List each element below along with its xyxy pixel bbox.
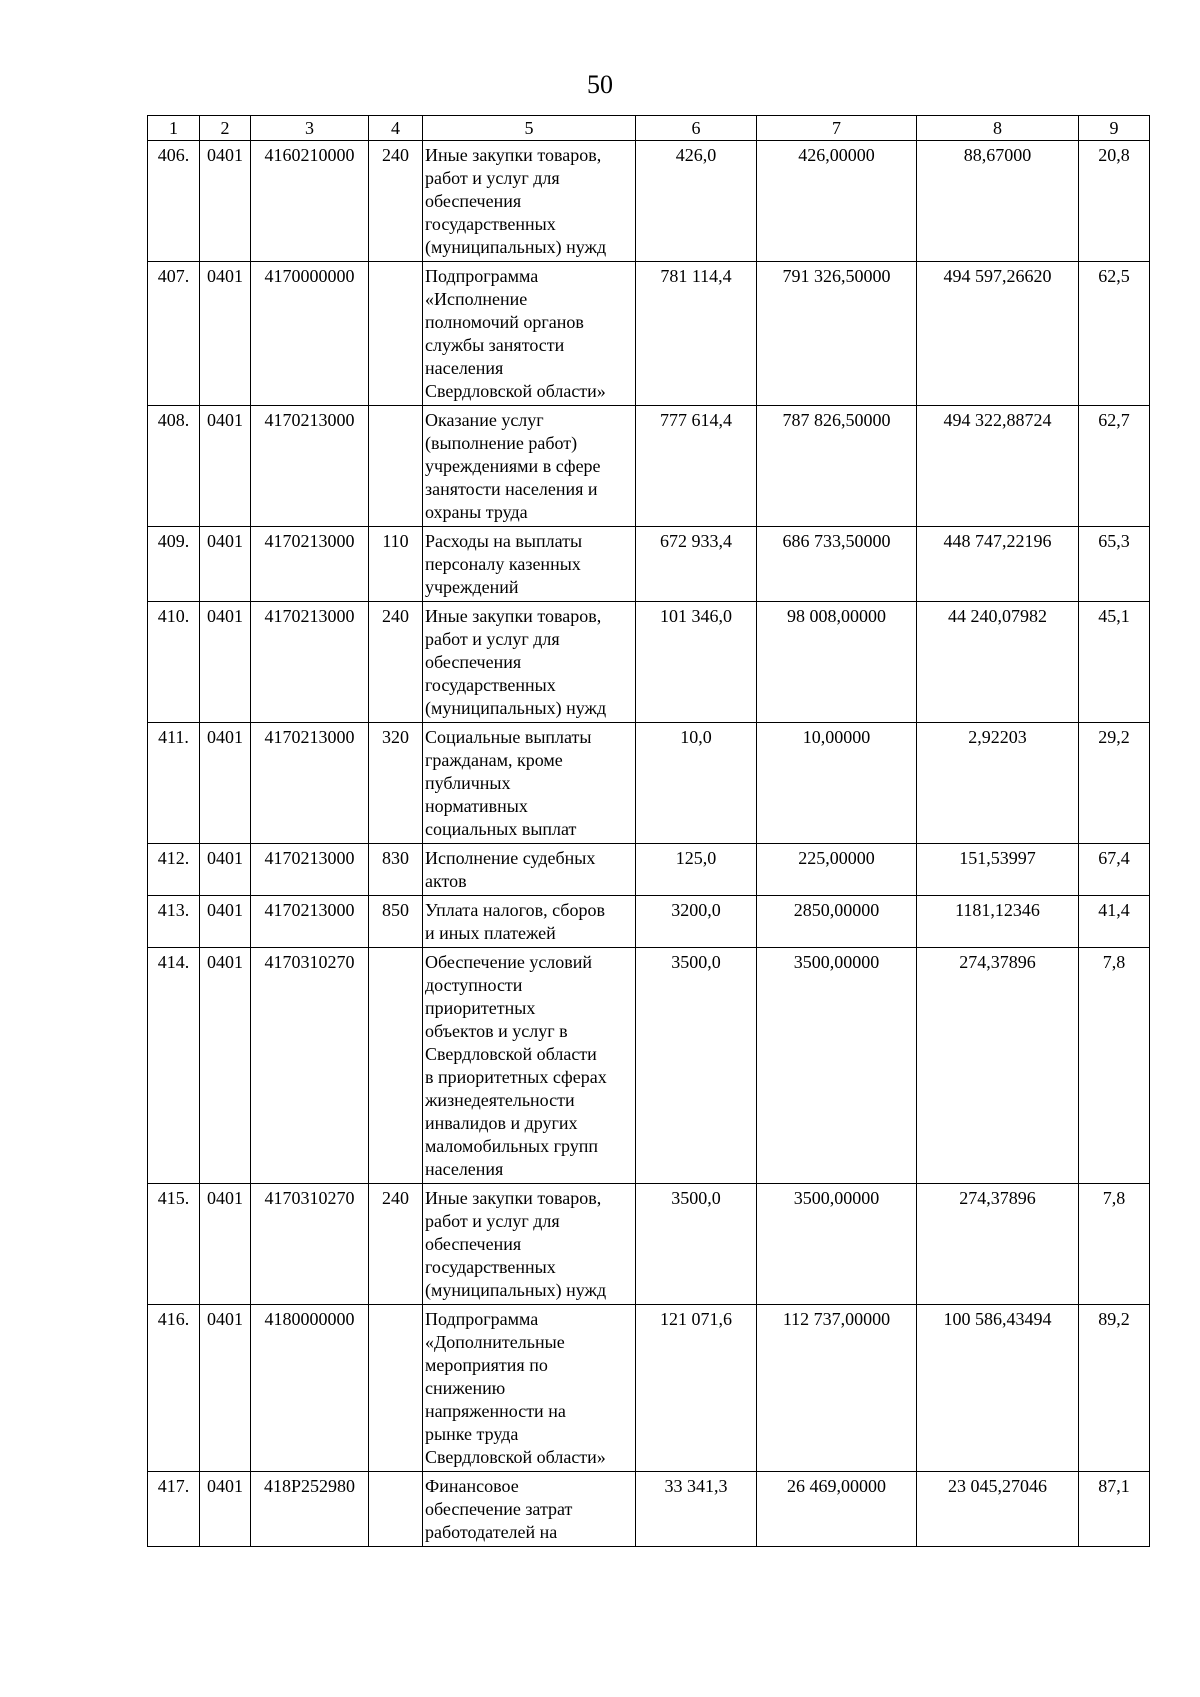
percent-cell: 20,8 xyxy=(1079,141,1150,262)
description-line: Финансовое xyxy=(425,1476,519,1496)
executed-amount-cell: 274,37896 xyxy=(917,948,1079,1184)
target-code-cell: 4170213000 xyxy=(251,602,369,723)
description-cell xyxy=(423,1472,636,1547)
description-line: маломобильных групп xyxy=(425,1136,599,1156)
row-number-cell: 416. xyxy=(148,1305,200,1472)
refined-amount-cell: 10,00000 xyxy=(757,723,917,844)
section-code-cell: 0401 xyxy=(200,262,251,406)
row-number-cell: 417. xyxy=(148,1472,200,1547)
expense-type-cell: 830 xyxy=(369,844,423,896)
row-number-cell: 414. xyxy=(148,948,200,1184)
section-code-cell: 0401 xyxy=(200,1472,251,1547)
percent-cell: 62,7 xyxy=(1079,406,1150,527)
expense-type-cell xyxy=(369,406,423,527)
executed-amount-cell: 151,53997 xyxy=(917,844,1079,896)
percent-cell: 45,1 xyxy=(1079,602,1150,723)
description-line: (муниципальных) нужд xyxy=(425,698,607,718)
target-code-cell: 4170213000 xyxy=(251,844,369,896)
description-cell xyxy=(423,896,636,948)
target-code-cell: 4170213000 xyxy=(251,527,369,602)
row-number-cell: 406. xyxy=(148,141,200,262)
description-line: учреждениями в сфере xyxy=(425,456,601,476)
header-row xyxy=(148,116,1150,141)
row-number-cell: 409. xyxy=(148,527,200,602)
expense-type-cell xyxy=(369,262,423,406)
percent-cell: 89,2 xyxy=(1079,1305,1150,1472)
plan-amount-cell: 10,0 xyxy=(636,723,757,844)
refined-amount-cell: 3500,00000 xyxy=(757,1184,917,1305)
executed-amount-cell: 44 240,07982 xyxy=(917,602,1079,723)
description-line: инвалидов и других xyxy=(425,1113,578,1133)
description-line: государственных xyxy=(425,1257,556,1277)
refined-amount-cell: 787 826,50000 xyxy=(757,406,917,527)
description-line: охраны труда xyxy=(425,502,528,522)
description-line: Социальные выплаты xyxy=(425,727,592,747)
description-line: Иные закупки товаров, xyxy=(425,1188,602,1208)
description-line: Исполнение судебных xyxy=(425,848,596,868)
plan-amount-cell: 33 341,3 xyxy=(636,1472,757,1547)
description-line: персоналу казенных xyxy=(425,554,581,574)
description-line: Свердловской области» xyxy=(425,1447,606,1467)
table-row xyxy=(148,723,1150,844)
executed-amount-cell: 23 045,27046 xyxy=(917,1472,1079,1547)
section-code-cell: 0401 xyxy=(200,948,251,1184)
description-line: государственных xyxy=(425,675,556,695)
percent-cell: 67,4 xyxy=(1079,844,1150,896)
section-code-cell: 0401 xyxy=(200,406,251,527)
plan-amount-cell: 426,0 xyxy=(636,141,757,262)
executed-amount-cell: 494 322,88724 xyxy=(917,406,1079,527)
target-code-cell: 4170213000 xyxy=(251,896,369,948)
description-cell xyxy=(423,844,636,896)
row-number-cell: 415. xyxy=(148,1184,200,1305)
row-number-cell: 408. xyxy=(148,406,200,527)
description-line: гражданам, кроме xyxy=(425,750,563,770)
table-row xyxy=(148,896,1150,948)
expense-type-cell: 240 xyxy=(369,141,423,262)
description-line: учреждений xyxy=(425,577,519,597)
description-line: жизнедеятельности xyxy=(425,1090,575,1110)
table-row xyxy=(148,1184,1150,1305)
description-line: и иных платежей xyxy=(425,923,556,943)
description-line: актов xyxy=(425,871,467,891)
expense-type-cell: 240 xyxy=(369,602,423,723)
description-cell xyxy=(423,602,636,723)
executed-amount-cell: 100 586,43494 xyxy=(917,1305,1079,1472)
table-row xyxy=(148,406,1150,527)
description-line: напряженности на xyxy=(425,1401,566,1421)
refined-amount-cell: 3500,00000 xyxy=(757,948,917,1184)
page-number: 50 xyxy=(587,70,613,99)
column-header: 4 xyxy=(369,116,423,141)
description-line: Иные закупки товаров, xyxy=(425,606,602,626)
description-line: населения xyxy=(425,1159,504,1179)
refined-amount-cell: 26 469,00000 xyxy=(757,1472,917,1547)
table-row xyxy=(148,141,1150,262)
description-line: рынке труда xyxy=(425,1424,519,1444)
target-code-cell: 4170213000 xyxy=(251,406,369,527)
description-line: Уплата налогов, сборов xyxy=(425,900,605,920)
budget-table xyxy=(147,115,1150,1547)
description-line: населения xyxy=(425,358,504,378)
expense-type-cell xyxy=(369,948,423,1184)
description-line: Иные закупки товаров, xyxy=(425,145,602,165)
section-code-cell: 0401 xyxy=(200,1305,251,1472)
description-line: приоритетных xyxy=(425,998,536,1018)
table-body xyxy=(148,141,1150,1547)
target-code-cell: 4170310270 xyxy=(251,948,369,1184)
description-cell xyxy=(423,723,636,844)
target-code-cell: 4160210000 xyxy=(251,141,369,262)
description-line: объектов и услуг в xyxy=(425,1021,568,1041)
plan-amount-cell: 3500,0 xyxy=(636,1184,757,1305)
section-code-cell: 0401 xyxy=(200,141,251,262)
description-line: Оказание услуг xyxy=(425,410,544,430)
description-cell xyxy=(423,262,636,406)
executed-amount-cell: 88,67000 xyxy=(917,141,1079,262)
description-line: Подпрограмма xyxy=(425,1309,539,1329)
row-number-cell: 411. xyxy=(148,723,200,844)
column-header: 7 xyxy=(757,116,917,141)
table-row xyxy=(148,948,1150,1184)
description-line: обеспечение затрат xyxy=(425,1499,573,1519)
table-row xyxy=(148,1472,1150,1547)
description-line: обеспечения xyxy=(425,652,522,672)
plan-amount-cell: 3200,0 xyxy=(636,896,757,948)
section-code-cell: 0401 xyxy=(200,723,251,844)
target-code-cell: 4170000000 xyxy=(251,262,369,406)
table-row xyxy=(148,1305,1150,1472)
description-line: обеспечения xyxy=(425,191,522,211)
description-cell xyxy=(423,406,636,527)
percent-cell: 29,2 xyxy=(1079,723,1150,844)
description-line: работ и услуг для xyxy=(425,629,560,649)
description-line: мероприятия по xyxy=(425,1355,548,1375)
description-line: государственных xyxy=(425,214,556,234)
expense-type-cell xyxy=(369,1472,423,1547)
description-cell xyxy=(423,948,636,1184)
plan-amount-cell: 125,0 xyxy=(636,844,757,896)
section-code-cell: 0401 xyxy=(200,527,251,602)
target-code-cell: 418P252980 xyxy=(251,1472,369,1547)
description-line: в приоритетных сферах xyxy=(425,1067,607,1087)
description-cell xyxy=(423,1305,636,1472)
refined-amount-cell: 791 326,50000 xyxy=(757,262,917,406)
percent-cell: 7,8 xyxy=(1079,948,1150,1184)
plan-amount-cell: 3500,0 xyxy=(636,948,757,1184)
percent-cell: 7,8 xyxy=(1079,1184,1150,1305)
description-line: «Исполнение xyxy=(425,289,528,309)
description-line: публичных xyxy=(425,773,511,793)
description-line: «Дополнительные xyxy=(425,1332,565,1352)
description-cell xyxy=(423,527,636,602)
row-number-cell: 413. xyxy=(148,896,200,948)
column-header: 6 xyxy=(636,116,757,141)
description-line: социальных выплат xyxy=(425,819,577,839)
description-line: нормативных xyxy=(425,796,528,816)
column-header: 9 xyxy=(1079,116,1150,141)
table-row xyxy=(148,602,1150,723)
plan-amount-cell: 672 933,4 xyxy=(636,527,757,602)
plan-amount-cell: 777 614,4 xyxy=(636,406,757,527)
row-number-cell: 412. xyxy=(148,844,200,896)
plan-amount-cell: 781 114,4 xyxy=(636,262,757,406)
column-header: 3 xyxy=(251,116,369,141)
plan-amount-cell: 101 346,0 xyxy=(636,602,757,723)
table-header xyxy=(148,116,1150,141)
refined-amount-cell: 686 733,50000 xyxy=(757,527,917,602)
description-line: (муниципальных) нужд xyxy=(425,1280,607,1300)
expense-type-cell xyxy=(369,1305,423,1472)
percent-cell: 41,4 xyxy=(1079,896,1150,948)
target-code-cell: 4170310270 xyxy=(251,1184,369,1305)
section-code-cell: 0401 xyxy=(200,602,251,723)
expense-type-cell: 320 xyxy=(369,723,423,844)
expense-type-cell: 110 xyxy=(369,527,423,602)
description-line: снижению xyxy=(425,1378,506,1398)
description-line: службы занятости xyxy=(425,335,565,355)
refined-amount-cell: 426,00000 xyxy=(757,141,917,262)
executed-amount-cell: 1181,12346 xyxy=(917,896,1079,948)
section-code-cell: 0401 xyxy=(200,1184,251,1305)
description-line: Подпрограмма xyxy=(425,266,539,286)
table-row xyxy=(148,844,1150,896)
description-line: Обеспечение условий xyxy=(425,952,593,972)
description-cell xyxy=(423,1184,636,1305)
expense-type-cell: 850 xyxy=(369,896,423,948)
description-line: (муниципальных) нужд xyxy=(425,237,607,257)
refined-amount-cell: 98 008,00000 xyxy=(757,602,917,723)
description-line: обеспечения xyxy=(425,1234,522,1254)
description-line: полномочий органов xyxy=(425,312,584,332)
description-line: работ и услуг для xyxy=(425,1211,560,1231)
refined-amount-cell: 225,00000 xyxy=(757,844,917,896)
column-header: 5 xyxy=(423,116,636,141)
executed-amount-cell: 274,37896 xyxy=(917,1184,1079,1305)
percent-cell: 87,1 xyxy=(1079,1472,1150,1547)
description-line: работ и услуг для xyxy=(425,168,560,188)
table-row xyxy=(148,262,1150,406)
executed-amount-cell: 494 597,26620 xyxy=(917,262,1079,406)
plan-amount-cell: 121 071,6 xyxy=(636,1305,757,1472)
column-header: 8 xyxy=(917,116,1079,141)
section-code-cell: 0401 xyxy=(200,896,251,948)
refined-amount-cell: 2850,00000 xyxy=(757,896,917,948)
table-row xyxy=(148,527,1150,602)
description-line: занятости населения и xyxy=(425,479,598,499)
row-number-cell: 407. xyxy=(148,262,200,406)
description-cell xyxy=(423,141,636,262)
target-code-cell: 4170213000 xyxy=(251,723,369,844)
column-header: 1 xyxy=(148,116,200,141)
description-line: (выполнение работ) xyxy=(425,433,578,453)
description-line: Расходы на выплаты xyxy=(425,531,583,551)
section-code-cell: 0401 xyxy=(200,844,251,896)
percent-cell: 62,5 xyxy=(1079,262,1150,406)
expense-type-cell: 240 xyxy=(369,1184,423,1305)
executed-amount-cell: 448 747,22196 xyxy=(917,527,1079,602)
row-number-cell: 410. xyxy=(148,602,200,723)
column-header: 2 xyxy=(200,116,251,141)
description-line: Свердловской области» xyxy=(425,381,606,401)
description-line: Свердловской области xyxy=(425,1044,597,1064)
description-line: работодателей на xyxy=(425,1522,558,1542)
target-code-cell: 4180000000 xyxy=(251,1305,369,1472)
description-line: доступности xyxy=(425,975,523,995)
executed-amount-cell: 2,92203 xyxy=(917,723,1079,844)
percent-cell: 65,3 xyxy=(1079,527,1150,602)
refined-amount-cell: 112 737,00000 xyxy=(757,1305,917,1472)
